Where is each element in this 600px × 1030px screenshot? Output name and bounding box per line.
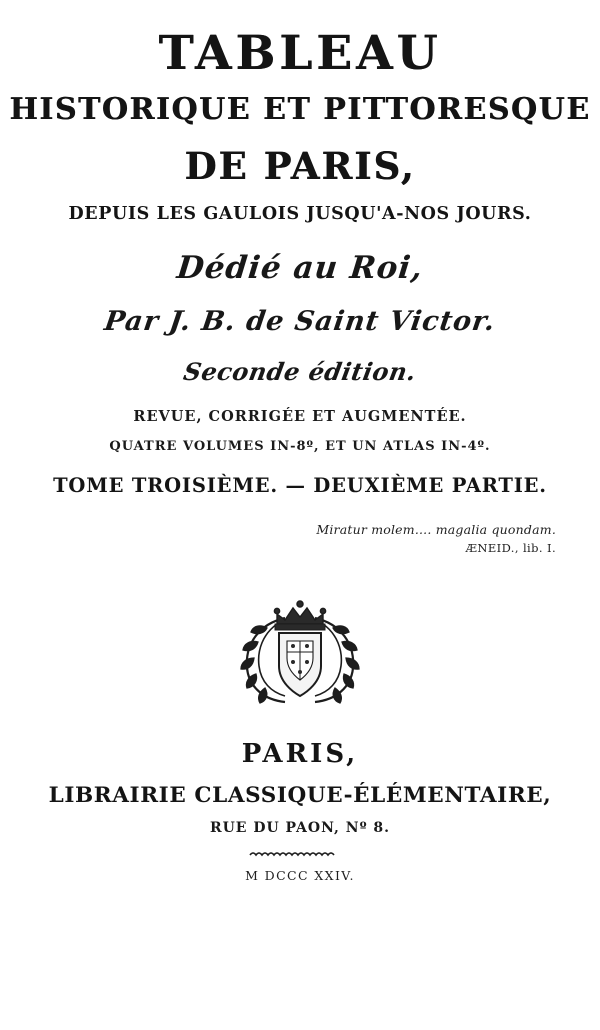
- dedication-line: Dédié au Roi,: [175, 250, 425, 286]
- crowned-coat-of-arms-with-laurel-wreath-icon: [215, 584, 385, 712]
- imprint-city: PARIS,: [241, 739, 359, 769]
- edition-line: Seconde édition.: [181, 357, 419, 386]
- volumes-line: QUATRE VOLUMES IN-8º, ET UN ATLAS IN-4º.: [109, 439, 491, 454]
- epigraph: [0, 521, 600, 557]
- author-line: Par J. B. de Saint Victor.: [102, 306, 498, 337]
- epigraph-text: Miratur molem.... magalia quondam.: [316, 522, 556, 537]
- page-subtitle-2: DE PARIS,: [184, 144, 416, 188]
- epigraph-source: ÆNEID., lib. I.: [465, 540, 556, 555]
- imprint-publisher: LIBRAIRIE CLASSIQUE-ÉLÉMENTAIRE,: [48, 783, 552, 808]
- tome-line: TOME TROISIÈME. — DEUXIÈME PARTIE.: [53, 474, 547, 497]
- title-page: [0, 26, 600, 1030]
- publication-year: M DCCC XXIV.: [245, 868, 355, 883]
- revision-line: REVUE, CORRIGÉE ET AUGMENTÉE.: [133, 408, 467, 425]
- decorative-rule: [0, 850, 600, 860]
- emblem-container: [0, 583, 600, 713]
- imprint-address: RUE DU PAON, Nº 8.: [209, 820, 391, 836]
- page-subtitle-3: DEPUIS LES GAULOIS JUSQU'A-NOS JOURS.: [68, 204, 532, 224]
- wavy-divider-icon: [225, 850, 375, 860]
- page-subtitle-1: HISTORIQUE ET PITTORESQUE: [9, 92, 591, 127]
- page-title: TABLEAU: [158, 26, 442, 81]
